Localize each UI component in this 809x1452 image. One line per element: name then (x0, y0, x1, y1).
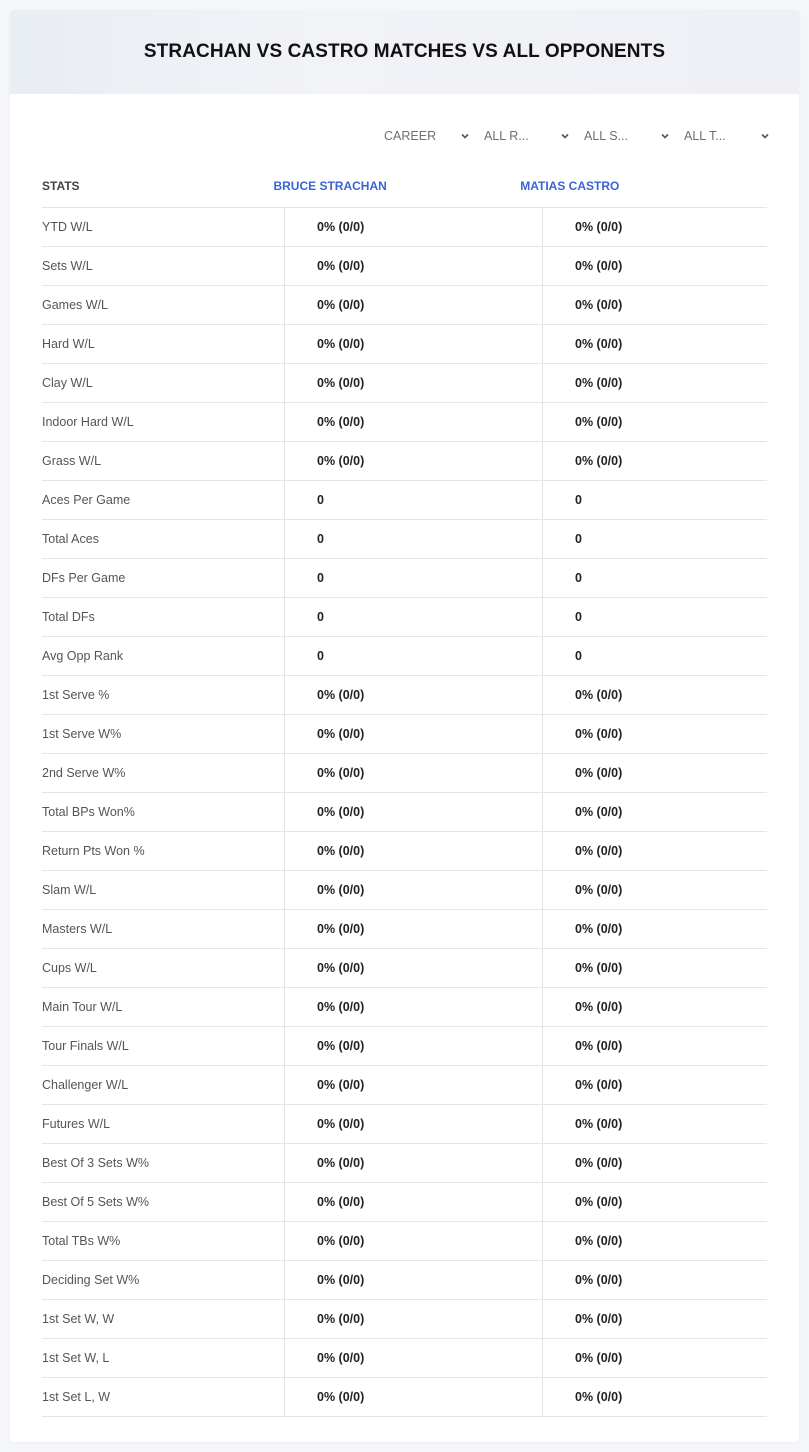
stat-label: Best Of 5 Sets W% (42, 1195, 149, 1209)
table-row (42, 1300, 767, 1339)
filter-label: ALL S... (584, 129, 629, 143)
stat-label: Challenger W/L (42, 1078, 129, 1092)
player1-stat-value: 0% (0/0) (284, 793, 542, 831)
player1-stat-value: 0% (0/0) (284, 1144, 542, 1182)
stat-label: Total DFs (42, 610, 95, 624)
player2-stat-value: 0% (0/0) (542, 1183, 767, 1221)
player2-stat-value: 0% (0/0) (542, 1339, 767, 1377)
column-header-stats: STATS (42, 178, 80, 193)
table-row (42, 598, 767, 637)
player2-stat-value: 0% (0/0) (542, 1027, 767, 1065)
stat-label: Sets W/L (42, 259, 93, 273)
stat-label: Total Aces (42, 532, 99, 546)
stat-label: 1st Serve % (42, 688, 110, 702)
player2-stat-value: 0% (0/0) (542, 949, 767, 987)
player1-stat-value: 0% (0/0) (284, 286, 542, 324)
player1-stat-value: 0% (0/0) (284, 1066, 542, 1104)
table-row (42, 793, 767, 832)
player1-stat-value: 0% (0/0) (284, 403, 542, 441)
stat-label: Total TBs W% (42, 1234, 121, 1248)
stat-label: Aces Per Game (42, 493, 131, 507)
table-row (42, 754, 767, 793)
player2-stat-value: 0% (0/0) (542, 442, 767, 480)
table-row (42, 1027, 767, 1066)
table-row (42, 949, 767, 988)
player1-stat-value: 0% (0/0) (284, 1300, 542, 1338)
player1-stat-value: 0% (0/0) (284, 1027, 542, 1065)
filter-period-select[interactable] (382, 126, 482, 146)
table-row (42, 637, 767, 676)
player1-stat-value: 0 (284, 481, 542, 519)
table-row (42, 1105, 767, 1144)
player2-stat-value: 0% (0/0) (542, 1300, 767, 1338)
player1-stat-value: 0 (284, 559, 542, 597)
player2-stat-value: 0 (542, 520, 767, 558)
player1-stat-value: 0% (0/0) (284, 1261, 542, 1299)
player1-stat-value: 0% (0/0) (284, 949, 542, 987)
player2-stat-value: 0 (542, 481, 767, 519)
stat-label: Avg Opp Rank (42, 649, 124, 663)
stat-label: Slam W/L (42, 883, 97, 897)
player1-stat-value: 0% (0/0) (284, 754, 542, 792)
stat-label: Indoor Hard W/L (42, 415, 134, 429)
stat-label: Masters W/L (42, 922, 113, 936)
filter-round-select[interactable] (482, 126, 582, 146)
table-body (42, 208, 767, 1417)
player2-stat-value: 0% (0/0) (542, 1222, 767, 1260)
player2-stat-value: 0% (0/0) (542, 871, 767, 909)
player2-stat-value: 0% (0/0) (542, 832, 767, 870)
player2-stat-value: 0% (0/0) (542, 793, 767, 831)
column-header-player1[interactable]: BRUCE STRACHAN (273, 178, 387, 193)
stat-label: Total BPs Won% (42, 805, 135, 819)
player1-stat-value: 0% (0/0) (284, 676, 542, 714)
player1-stat-value: 0% (0/0) (284, 988, 542, 1026)
player2-stat-value: 0% (0/0) (542, 403, 767, 441)
table-row (42, 1339, 767, 1378)
table-row (42, 832, 767, 871)
player1-stat-value: 0% (0/0) (284, 1222, 542, 1260)
filter-label: ALL T... (684, 129, 726, 143)
table-row (42, 1222, 767, 1261)
stat-label: 1st Set L, W (42, 1390, 111, 1404)
player2-stat-value: 0% (0/0) (542, 364, 767, 402)
player2-stat-value: 0% (0/0) (542, 1066, 767, 1104)
page-title: STRACHAN VS CASTRO MATCHES VS ALL OPPONENTS (143, 41, 666, 62)
player1-stat-value: 0% (0/0) (284, 1378, 542, 1416)
player1-stat-value: 0% (0/0) (284, 247, 542, 285)
chevron-down-icon (560, 131, 570, 141)
player2-stat-value: 0% (0/0) (542, 910, 767, 948)
table-row (42, 286, 767, 325)
table-row (42, 871, 767, 910)
player2-stat-value: 0% (0/0) (542, 676, 767, 714)
table-row (42, 364, 767, 403)
chevron-down-icon (760, 131, 770, 141)
player2-stat-value: 0% (0/0) (542, 1144, 767, 1182)
player1-stat-value: 0% (0/0) (284, 1105, 542, 1143)
table-row (42, 1378, 767, 1417)
chevron-down-icon (460, 131, 470, 141)
stat-label: 1st Set W, L (42, 1351, 110, 1365)
stats-card (10, 10, 799, 1442)
player1-stat-value: 0% (0/0) (284, 442, 542, 480)
table-row (42, 403, 767, 442)
player1-stat-value: 0% (0/0) (284, 832, 542, 870)
stat-label: 1st Set W, W (42, 1312, 115, 1326)
player1-stat-value: 0 (284, 637, 542, 675)
filter-tournament-select[interactable] (682, 126, 782, 146)
player2-stat-value: 0 (542, 559, 767, 597)
table-row (42, 442, 767, 481)
table-row (42, 1066, 767, 1105)
table-row (42, 325, 767, 364)
player2-stat-value: 0% (0/0) (542, 1261, 767, 1299)
stat-label: Tour Finals W/L (42, 1039, 129, 1053)
player2-stat-value: 0% (0/0) (542, 754, 767, 792)
player1-stat-value: 0% (0/0) (284, 1339, 542, 1377)
chevron-down-icon (660, 131, 670, 141)
player1-stat-value: 0% (0/0) (284, 325, 542, 363)
filter-bar (382, 126, 782, 146)
stat-label: DFs Per Game (42, 571, 126, 585)
stat-label: Clay W/L (42, 376, 93, 390)
player1-stat-value: 0% (0/0) (284, 364, 542, 402)
player2-stat-value: 0% (0/0) (542, 247, 767, 285)
table-row (42, 1183, 767, 1222)
player2-stat-value: 0% (0/0) (542, 325, 767, 363)
stat-label: Hard W/L (42, 337, 95, 351)
stat-label: Cups W/L (42, 961, 97, 975)
player2-stat-value: 0% (0/0) (542, 208, 767, 246)
player2-stat-value: 0 (542, 637, 767, 675)
player2-stat-value: 0% (0/0) (542, 1378, 767, 1416)
table-header (42, 164, 767, 208)
player1-stat-value: 0% (0/0) (284, 208, 542, 246)
player2-stat-value: 0% (0/0) (542, 286, 767, 324)
stat-label: Games W/L (42, 298, 108, 312)
player1-stat-value: 0 (284, 520, 542, 558)
filter-label: ALL R... (484, 129, 529, 143)
table-row (42, 208, 767, 247)
table-row (42, 715, 767, 754)
stat-label: Grass W/L (42, 454, 102, 468)
card-header (10, 10, 799, 94)
player1-stat-value: 0% (0/0) (284, 1183, 542, 1221)
player1-stat-value: 0 (284, 598, 542, 636)
table-row (42, 1261, 767, 1300)
table-row (42, 481, 767, 520)
table-row (42, 676, 767, 715)
player2-stat-value: 0% (0/0) (542, 988, 767, 1026)
stats-table (42, 164, 767, 1417)
player1-stat-value: 0% (0/0) (284, 715, 542, 753)
player2-stat-value: 0 (542, 598, 767, 636)
table-row (42, 247, 767, 286)
filter-surface-select[interactable] (582, 126, 682, 146)
player2-stat-value: 0% (0/0) (542, 1105, 767, 1143)
stat-label: 2nd Serve W% (42, 766, 126, 780)
table-row (42, 988, 767, 1027)
stat-label: Futures W/L (42, 1117, 111, 1131)
player2-stat-value: 0% (0/0) (542, 715, 767, 753)
stat-label: Main Tour W/L (42, 1000, 123, 1014)
stat-label: Deciding Set W% (42, 1273, 140, 1287)
table-row (42, 1144, 767, 1183)
table-row (42, 559, 767, 598)
column-header-player2[interactable]: MATIAS CASTRO (520, 178, 620, 193)
player1-stat-value: 0% (0/0) (284, 910, 542, 948)
stat-label: Best Of 3 Sets W% (42, 1156, 149, 1170)
table-row (42, 910, 767, 949)
player1-stat-value: 0% (0/0) (284, 871, 542, 909)
filter-label: CAREER (384, 129, 437, 143)
table-row (42, 520, 767, 559)
stat-label: 1st Serve W% (42, 727, 122, 741)
stat-label: YTD W/L (42, 220, 93, 234)
stat-label: Return Pts Won % (42, 844, 145, 858)
